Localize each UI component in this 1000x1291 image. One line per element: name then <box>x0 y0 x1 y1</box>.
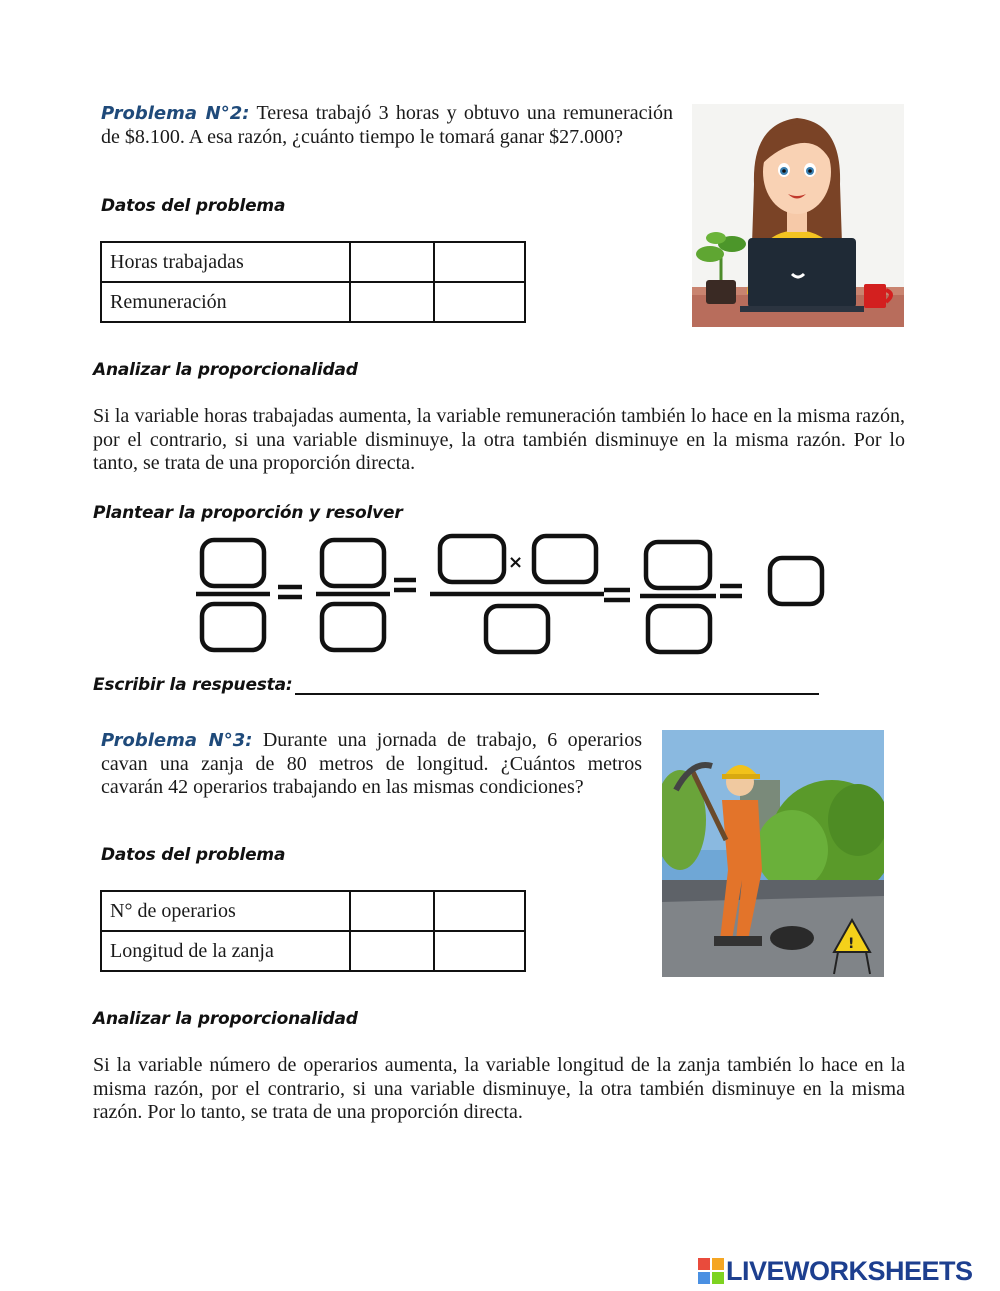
answer-input-line[interactable] <box>295 693 819 695</box>
problem2-analysis-block <box>93 405 905 476</box>
proportion-equation <box>190 530 830 660</box>
answer-box <box>440 536 504 582</box>
svg-text:!: ! <box>848 936 855 952</box>
answer-cell[interactable] <box>350 931 434 971</box>
problem2-answer-row <box>93 675 823 699</box>
table-row-label: Horas trabajadas <box>101 242 350 282</box>
answer-box <box>486 606 548 652</box>
answer-box <box>322 604 384 650</box>
answer-cell[interactable] <box>434 282 525 322</box>
table-row-label: Remuneración <box>101 282 350 322</box>
problem2-statement-block <box>101 102 673 149</box>
problem3-statement-block <box>101 729 642 800</box>
answer-cell[interactable] <box>434 891 525 931</box>
worker-digging-illustration <box>662 730 884 977</box>
multiply-symbol: × <box>508 552 524 573</box>
liveworksheets-logo <box>698 1256 996 1286</box>
problem2-analyze-heading: Analizar la proporcionalidad <box>93 360 358 380</box>
table-row <box>101 931 525 971</box>
problem2-answer-label: Escribir la respuesta: <box>93 675 293 695</box>
problem2-solve-heading: Plantear la proporción y resolver <box>93 503 403 523</box>
answer-box <box>646 542 710 588</box>
problem3-data-heading: Datos del problema <box>101 845 286 865</box>
problem2-data-table <box>100 241 526 323</box>
liveworksheets-brand: LIVEWORKSHEETS <box>726 1256 973 1286</box>
answer-cell[interactable] <box>350 242 434 282</box>
answer-cell[interactable] <box>434 242 525 282</box>
problem3-analysis-block <box>93 1054 905 1125</box>
problem3-title: Problema N°3: <box>101 730 253 751</box>
answer-cell[interactable] <box>350 282 434 322</box>
problem3-statement: Durante una jornada de trabajo, 6 operarios cavan una zanja de 80 metros de longitud. ¿Cuántos metros cavarán 42 operarios trabajando en las mismas condiciones? <box>101 729 642 798</box>
problem3-analyze-heading: Analizar la proporcionalidad <box>93 1009 358 1029</box>
table-row-label: N° de operarios <box>101 891 350 931</box>
table-row <box>101 282 525 322</box>
answer-cell[interactable] <box>350 891 434 931</box>
problem3-data-table <box>100 890 526 972</box>
answer-cell[interactable] <box>434 931 525 971</box>
liveworksheets-logo-icon <box>698 1258 724 1284</box>
answer-box <box>202 540 264 586</box>
problem2-statement: Teresa trabajó 3 horas y obtuvo una remuneración de $8.100. A esa razón, ¿cuánto tiempo le tomará ganar $27.000? <box>101 102 674 148</box>
answer-box <box>534 536 596 582</box>
answer-box <box>202 604 264 650</box>
table-row <box>101 242 525 282</box>
answer-box <box>648 606 710 652</box>
problem2-title: Problema N°2: <box>101 103 250 124</box>
woman-laptop-illustration <box>692 104 904 327</box>
answer-box <box>770 558 822 604</box>
problem2-analysis: Si la variable horas trabajadas aumenta, la variable remuneración también lo hace en la misma razón, por el contrario, si una variable disminuye, la otra también disminuye en la misma razón. Por lo tanto, se trata de una proporción directa. <box>93 405 905 474</box>
table-row <box>101 891 525 931</box>
problem3-analysis: Si la variable número de operarios aumenta, la variable longitud de la zanja también lo hace en la misma razón, por el contrario, si una variable disminuye, la otra también disminuye en la misma razón. Por lo tanto, se trata de una proporción directa. <box>93 1054 905 1123</box>
answer-box <box>322 540 384 586</box>
problem2-data-heading: Datos del problema <box>101 196 286 216</box>
table-row-label: Longitud de la zanja <box>101 931 350 971</box>
